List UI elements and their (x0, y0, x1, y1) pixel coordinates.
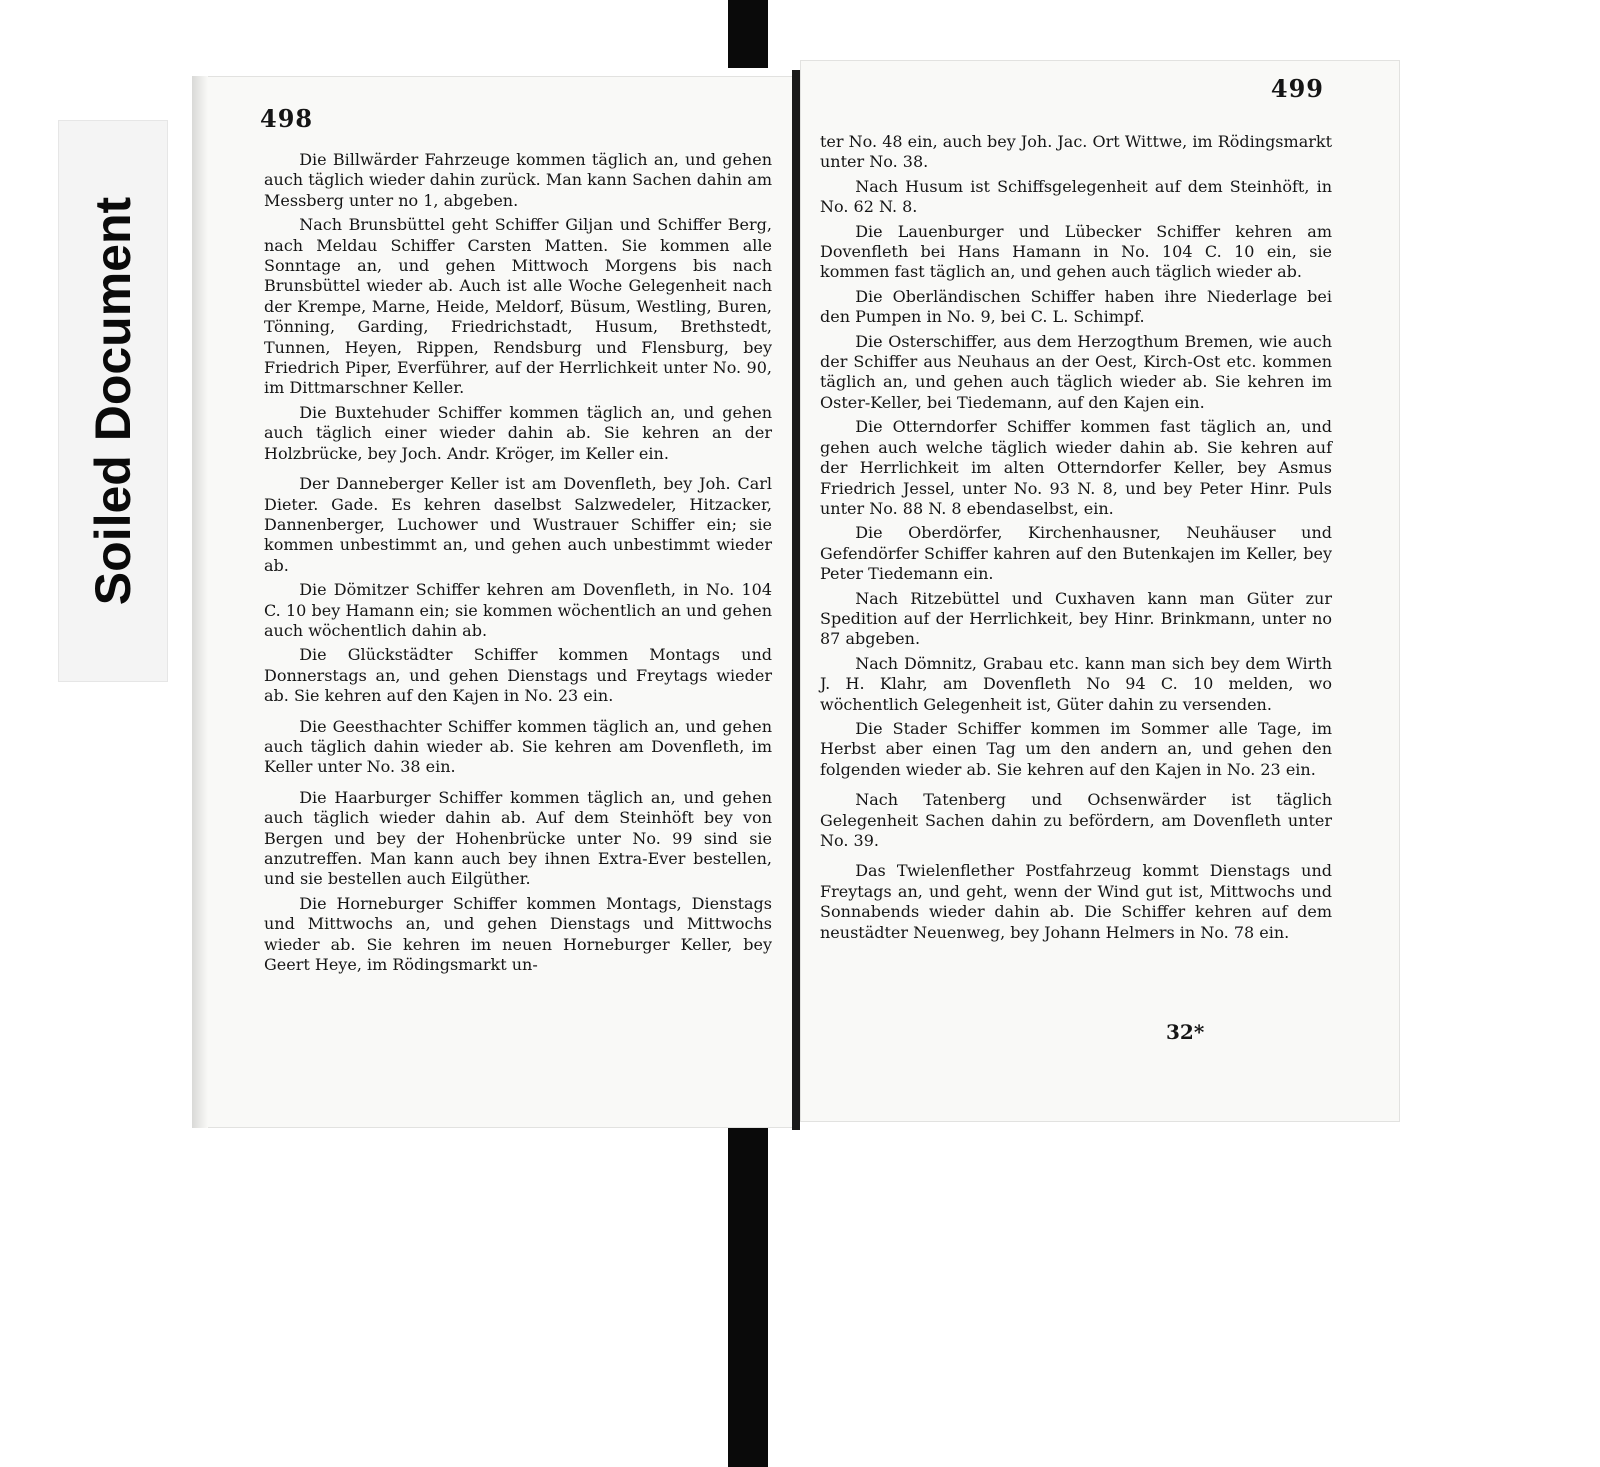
paragraph-danneberg: Der Danneberger Keller ist am Dovenfleth, bey Joh. Carl Dieter. Gade. Es kehren daselbst Salzwedeler, Hitzacker, Dannenberger, Luchower und Wustrauer Schiffer ein; sie kommen unbestimmt an, und gehen auch unbestimmt wieder ab. (264, 474, 772, 575)
left-page-text (264, 150, 772, 979)
paragraph-billwaerder: Die Billwärder Fahrzeuge kommen täglich an, und gehen auch täglich wieder dahin zurück. Man kann Sachen dahin am Messberg unter no 1, abgeben. (264, 150, 772, 210)
left-page (192, 76, 796, 1128)
stamp-label: Soiled Document (85, 196, 141, 606)
paragraph-horneburg: Die Horneburger Schiffer kommen Montags, Dienstags und Mittwochs an, und gehen Dienstags und Mittwochs wieder ab. Sie kehren im neuen Horneburger Keller, bey Geert Heye, im Rödingsmarkt un- (264, 893, 772, 975)
paragraph-osterschiffer: Die Osterschiffer, aus dem Herzogthum Bremen, wie auch der Schiffer aus Neuhaus an der Oest, Kirch-Ost etc. kommen täglich an, und gehen auch täglich wieder ab. Sie kehren im Oster-Keller, bei Tiedemann, auf den Kajen ein. (820, 331, 1332, 412)
paragraph-tatenberg: Nach Tatenberg und Ochsenwärder ist täglich Gelegenheit Sachen dahin zu befördern, am Dovenfleth unter No. 39. (820, 790, 1332, 850)
signature-mark: 32* (1166, 1020, 1205, 1044)
paragraph-continuation: ter No. 48 ein, auch bey Joh. Jac. Ort Wittwe, im Rödingsmarkt unter No. 38. (820, 132, 1332, 172)
book-gutter (792, 70, 800, 1130)
paragraph-twielenfleth: Das Twielenflether Postfahrzeug kommt Dienstags und Freytags an, und geht, wenn der Wind gut ist, Mittwochs und Sonnabends wieder dahin ab. Die Schiffer kehren auf dem neustädter Neuenweg, bey Johann Helmers in No. 78 ein. (820, 861, 1332, 942)
paragraph-doemitz: Die Dömitzer Schiffer kehren am Dovenfleth, in No. 104 C. 10 bey Hamann ein; sie kommen wöchentlich an und gehen auch wöchentlich dahin ab. (264, 580, 772, 640)
page-number-left: 498 (260, 104, 314, 133)
paragraph-lauenburg: Die Lauenburger und Lübecker Schiffer kehren am Dovenfleth bei Hans Hamann in No. 104 C. 10 ein, sie kommen fast täglich an, und gehen auch täglich wieder ab. (820, 221, 1332, 282)
paragraph-doemnitz: Nach Dömnitz, Grabau etc. kann man sich bey dem Wirth J. H. Klahr, am Dovenfleth No 94 C. 10 melden, wo wöchentlich Gelegenheit ist, Güter dahin zu versenden. (820, 653, 1332, 714)
paragraph-buxtehude: Die Buxtehuder Schiffer kommen täglich an, und gehen auch täglich einer wieder dahin ab. Sie kehren an der Holzbrücke, bey Joch. Andr. Kröger, im Keller ein. (264, 402, 772, 463)
paragraph-glueckstadt: Die Glückstädter Schiffer kommen Montags und Donnerstags an, und gehen Dienstags und Freytags wieder ab. Sie kehren auf den Kajen in No. 23 ein. (264, 645, 772, 706)
page-number-right: 499 (1270, 74, 1324, 103)
paragraph-ritzebuettel: Nach Ritzebüttel und Cuxhaven kann man Güter zur Spedition auf der Herrlichkeit, bey Hinr. Brinkmann, unter no 87 abgeben. (820, 588, 1332, 649)
binding-tab-top (728, 0, 768, 68)
paragraph-oberdoerfer: Die Oberdörfer, Kirchenhausner, Neuhäuser und Gefendörfer Schiffer kahren auf den Butenkajen im Keller, bey Peter Tiedemann ein. (820, 523, 1332, 584)
right-page-text (820, 132, 1332, 947)
soiled-document-stamp (58, 120, 168, 682)
paragraph-oberlaendisch: Die Oberländischen Schiffer haben ihre Niederlage bei den Pumpen in No. 9, bei C. L. Schimpf. (820, 286, 1332, 327)
paragraph-geesthacht: Die Geesthachter Schiffer kommen täglich an, und gehen auch täglich dahin wieder ab. Sie kehren am Dovenfleth, im Keller unter No. 38 ein. (264, 716, 772, 777)
paragraph-otterndorf: Die Otterndorfer Schiffer kommen fast täglich an, und gehen auch welche täglich wieder dahin ab. Sie kehren auf der Herrlichkeit im alten Otterndorfer Keller, bey Asmus Friedrich Jessel, unter No. 93 N. 8, und bey Peter Hinr. Puls unter No. 88 N. 8 ebendaselbst, ein. (820, 417, 1332, 518)
paragraph-haarburg: Die Haarburger Schiffer kommen täglich an, und gehen auch täglich wieder dahin ab. Auf dem Steinhöft bey von Bergen und bey der Hohenbrücke unter No. 99 sind sie anzutreffen. Man kann auch bey ihnen Extra-Ever bestellen, und sie bestellen auch Eilgüther. (264, 787, 772, 889)
binding-tab-bottom (728, 1120, 768, 1467)
paragraph-husum: Nach Husum ist Schiffsgelegenheit auf dem Steinhöft, in No. 62 N. 8. (820, 176, 1332, 217)
right-page (800, 60, 1400, 1122)
paragraph-stade: Die Stader Schiffer kommen im Sommer alle Tage, im Herbst aber einen Tag um den andern an, und gehen den folgenden wieder ab. Sie kehren auf den Kajen in No. 23 ein. (820, 718, 1332, 779)
paragraph-brunsbuettel: Nach Brunsbüttel geht Schiffer Giljan und Schiffer Berg, nach Meldau Schiffer Carsten Matten. Sie kommen alle Sonntage an, und gehen Mittwoch Morgens bis nach Brunsbüttel wieder ab. Auch ist alle Woche Gelegenheit nach der Krempe, Marne, Heide, Meldorf, Büsum, Westling, Buren, Tönning, Garding, Friedrichstadt, Husum, Brethstedt, Tunnen, Heyen, Rippen, Rendsburg und Flensburg, bey Friedrich Piper, Everführer, auf der Herrlichkeit unter No. 90, im Dittmarschner Keller. (264, 215, 772, 398)
